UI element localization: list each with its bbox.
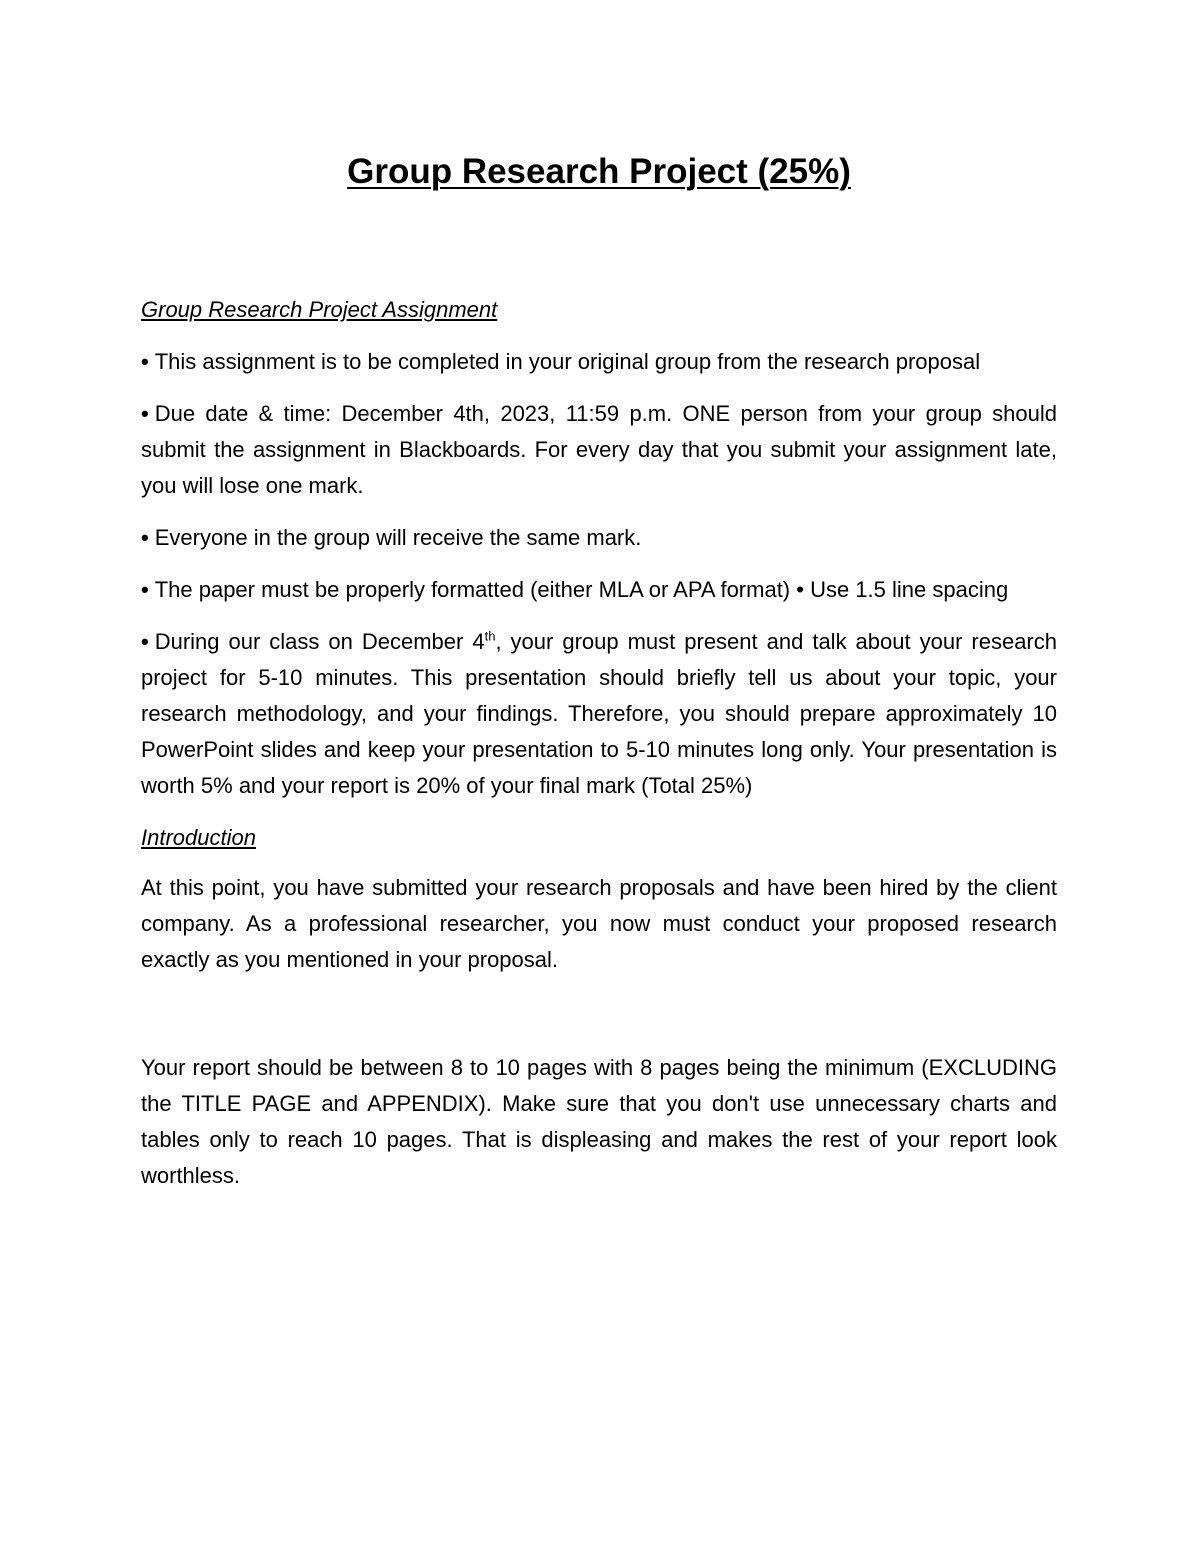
bullet-icon: • [141,577,149,602]
paragraph-spacer [141,994,1057,1050]
bullet-icon: • [141,525,149,550]
bullet-item [141,344,1057,380]
bullet-icon: • [141,629,149,654]
bullet-item [141,572,1057,608]
bullet-text-start: During our class on December 4 [154,629,485,654]
bullet-icon: • [141,401,149,426]
introduction-heading: Introduction [141,825,256,850]
bullet-text: Due date & time: December 4th, 2023, 11:59 p.m. ONE person from your group should submit the assignment in Blackboards. For every day that you submit your assignment late, you will lose one mark. [141,401,1057,498]
assignment-heading: Group Research Project Assignment [141,297,498,322]
bullet-text: The paper must be properly formatted (either MLA or APA format) • Use 1.5 line spacing [154,577,1009,602]
bullet-text-end: , your group must present and talk about your research project for 5-10 minutes. This presentation should briefly tell us about your topic, your research methodology, and your findings. Therefore, you should prepare approximately 10 PowerPoint slides and keep your presentation to 5-10 minutes long only. Your presentation is worth 5% and your report is 20% of your final mark (Total 25%) [141,629,1057,798]
report-length-paragraph: Your report should be between 8 to 10 pages with 8 pages being the minimum (EXCLUDING the TITLE PAGE and APPENDIX). Make sure that you don't use unnecessary charts and tables only to reach 10 pages. That is displeasing and makes the rest of your report look worthless. [141,1055,1057,1188]
ordinal-superscript: th [484,628,496,644]
bullet-text: Everyone in the group will receive the same mark. [154,525,642,550]
introduction-paragraph: At this point, you have submitted your research proposals and have been hired by the client company. As a professional researcher, you now must conduct your proposed research exactly as you mentioned in your proposal. [141,875,1057,972]
bullet-icon: • [141,349,149,374]
bullet-text: This assignment is to be completed in your original group from the research proposal [154,349,981,374]
bullet-item [141,396,1057,504]
document-body [141,150,1057,1210]
bullet-item-presentation [141,624,1057,804]
bullet-item [141,520,1057,556]
document-title: Group Research Project (25%) [347,152,851,191]
